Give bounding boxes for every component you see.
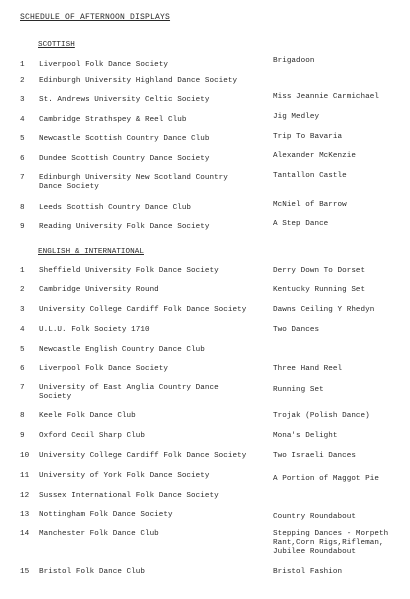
display-name: Mona's Delight (273, 432, 338, 440)
entry-number: 1 (20, 267, 25, 275)
section-heading: ENGLISH & INTERNATIONAL (38, 248, 144, 256)
entry-number: 12 (20, 492, 30, 500)
display-name: Three Hand Reel (273, 365, 343, 373)
society-name: Cambridge Strathspey & Reel Club (39, 116, 187, 124)
entry-number: 1 (20, 61, 25, 69)
society-name: Sussex International Folk Dance Society (39, 492, 219, 500)
entry-number: 3 (20, 96, 25, 104)
display-name: Running Set (273, 386, 324, 394)
society-name: Leeds Scottish Country Dance Club (39, 204, 192, 212)
society-name: Newcastle Scottish Country Dance Club (39, 135, 210, 143)
display-name: Jig Medley (273, 113, 320, 121)
society-name: University of East Anglia Country Dance (39, 384, 219, 392)
display-name: Trip To Bavaria (273, 133, 343, 141)
entry-number: 5 (20, 135, 25, 143)
society-name: Society (39, 393, 72, 401)
society-name: Newcastle English Country Dance Club (39, 346, 205, 354)
entry-number: 9 (20, 223, 25, 231)
society-name: University College Cardiff Folk Dance Society (39, 452, 247, 460)
entry-number: 11 (20, 472, 30, 480)
society-name: Reading University Folk Dance Society (39, 223, 210, 231)
society-name: Cambridge University Round (39, 286, 159, 294)
entry-number: 10 (20, 452, 30, 460)
display-name: Bristol Fashion (273, 568, 343, 576)
society-name: Liverpool Folk Dance Society (39, 365, 168, 373)
entry-number: 4 (20, 326, 25, 334)
display-name: Kentucky Running Set (273, 286, 366, 294)
display-name: A Portion of Maggot Pie (273, 475, 379, 483)
society-name: Nottingham Folk Dance Society (39, 511, 173, 519)
society-name: Edinburgh University New Scotland Country (39, 174, 228, 182)
society-name: Bristol Folk Dance Club (39, 568, 145, 576)
society-name: Sheffield University Folk Dance Society (39, 267, 219, 275)
display-name: Brigadoon (273, 57, 315, 65)
entry-number: 8 (20, 412, 25, 420)
display-name: Trojak (Polish Dance) (273, 412, 370, 420)
entry-number: 7 (20, 384, 25, 392)
display-name: Tantallon Castle (273, 172, 347, 180)
display-name: Stepping Dances - Morpeth (273, 530, 389, 538)
display-name: Dawns Ceiling Y Rhedyn (273, 306, 375, 314)
entry-number: 14 (20, 530, 30, 538)
society-name: Oxford Cecil Sharp Club (39, 432, 145, 440)
society-name: Manchester Folk Dance Club (39, 530, 159, 538)
entry-number: 6 (20, 365, 25, 373)
entry-number: 4 (20, 116, 25, 124)
display-name: Miss Jeannie Carmichael (273, 93, 379, 101)
society-name: Dundee Scottish Country Dance Society (39, 155, 210, 163)
section-heading: SCOTTISH (38, 41, 75, 49)
society-name: University of York Folk Dance Society (39, 472, 210, 480)
display-name: Jubilee Roundabout (273, 548, 356, 556)
entry-number: 9 (20, 432, 25, 440)
document-title: SCHEDULE OF AFTERNOON DISPLAYS (20, 13, 171, 22)
society-name: Liverpool Folk Dance Society (39, 61, 168, 69)
entry-number: 2 (20, 77, 25, 85)
entry-number: 13 (20, 511, 30, 519)
society-name: St. Andrews University Celtic Society (39, 96, 210, 104)
society-name: Dance Society (39, 183, 99, 191)
entry-number: 5 (20, 346, 25, 354)
entry-number: 2 (20, 286, 25, 294)
display-name: Derry Down To Dorset (273, 267, 366, 275)
entry-number: 3 (20, 306, 25, 314)
display-name: A Step Dance (273, 220, 329, 228)
display-name: Alexander McKenzie (273, 152, 356, 160)
display-name: Two Dances (273, 326, 320, 334)
display-name: Country Roundabout (273, 513, 356, 521)
society-name: U.L.U. Folk Society 1710 (39, 326, 150, 334)
society-name: Keele Folk Dance Club (39, 412, 136, 420)
entry-number: 6 (20, 155, 25, 163)
entry-number: 8 (20, 204, 25, 212)
society-name: Edinburgh University Highland Dance Society (39, 77, 238, 85)
society-name: University College Cardiff Folk Dance Society (39, 306, 247, 314)
display-name: Two Israeli Dances (273, 452, 356, 460)
display-name: Rant,Corn Rigs,Rifleman, (273, 539, 384, 547)
entry-number: 15 (20, 568, 30, 576)
entry-number: 7 (20, 174, 25, 182)
display-name: McNiel of Barrow (273, 201, 347, 209)
